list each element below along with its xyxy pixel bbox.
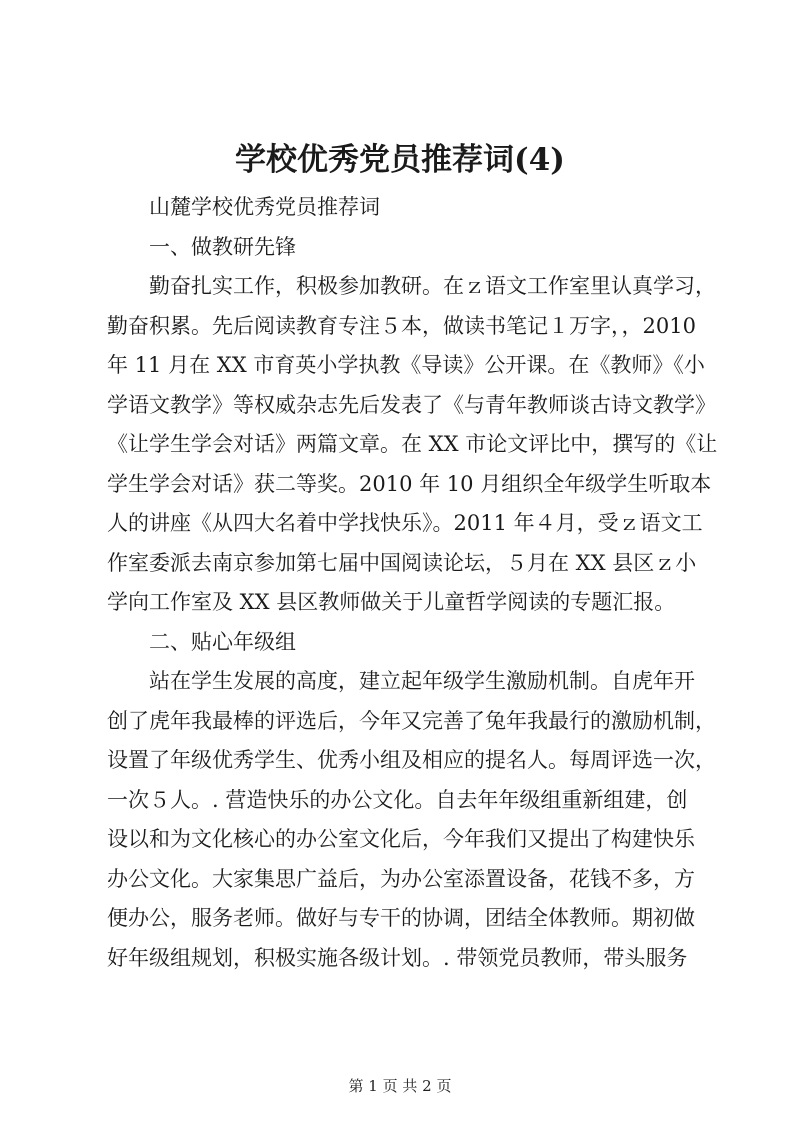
document-body <box>107 188 718 978</box>
paragraph <box>107 623 697 663</box>
text-line: 创了虎年我最棒的评选后，今年又完善了兔年我最行的激励机制， <box>107 708 716 733</box>
text-line: 好年级组规划，积极实施各级计划。. 带领党员教师，带头服务 <box>107 945 688 970</box>
text-line: 一次５人。. 营造快乐的办公文化。自去年年级组重新组建，创 <box>107 787 688 812</box>
text-line: 人的讲座《从四大名着中学找快乐》。2011 年４月，受ｚ语文工 <box>107 511 703 535</box>
document-title: 学校优秀党员推荐词(4) <box>235 142 565 178</box>
text-line: 勤奋扎实工作，积极参加教研。在ｚ语文工作室里认真学习， <box>149 274 716 298</box>
text-line: 作室委派去南京参加第七届中国阅读论坛，５月在 XX 县区ｚ小 <box>107 550 697 575</box>
text-line: 勤奋积累。先后阅读教育专注５本，做读书笔记１万字，，2010 <box>107 313 696 338</box>
paragraph <box>107 188 697 228</box>
text-line: 办公文化。大家集思广益后，为办公室添置设备，花钱不多，方 <box>107 866 695 891</box>
text-line: 山麓学校优秀党员推荐词 <box>149 195 380 219</box>
text-line: 设置了年级优秀学生、优秀小组及相应的提名人。每周评选一次， <box>107 748 716 772</box>
paragraph <box>107 228 697 268</box>
paragraph <box>107 267 718 623</box>
text-line: 一、做教研先锋 <box>149 234 296 259</box>
text-line: 学语文教学》等权威杂志先后发表了《与青年教师谈古诗文教学》 <box>107 392 716 417</box>
text-line: 年 11 月在 XX 市育英小学执教《导读》公开课。在《教师》《小 <box>107 353 705 377</box>
text-line: 设以和为文化核心的办公室文化后，今年我们又提出了构建快乐 <box>107 827 695 851</box>
text-line: 《让学生学会对话》两篇文章。在 XX 市论文评比中，撰写的《让 <box>107 432 718 456</box>
text-line: 站在学生发展的高度，建立起年级学生激励机制。自虎年开 <box>149 669 695 693</box>
text-line: 二、贴心年级组 <box>149 629 296 654</box>
page-footer: 第 1 页 共 2 页 <box>348 1077 452 1095</box>
text-line: 学向工作室及 XX 县区教师做关于儿童哲学阅读的专题汇报。 <box>107 590 676 614</box>
text-line: 便办公，服务老师。做好与专干的协调，团结全体教师。期初做 <box>107 906 695 930</box>
paragraph <box>107 662 716 978</box>
text-line: 学生学会对话》获二等奖。2010 年 10 月组织全年级学生听取本 <box>107 471 712 496</box>
